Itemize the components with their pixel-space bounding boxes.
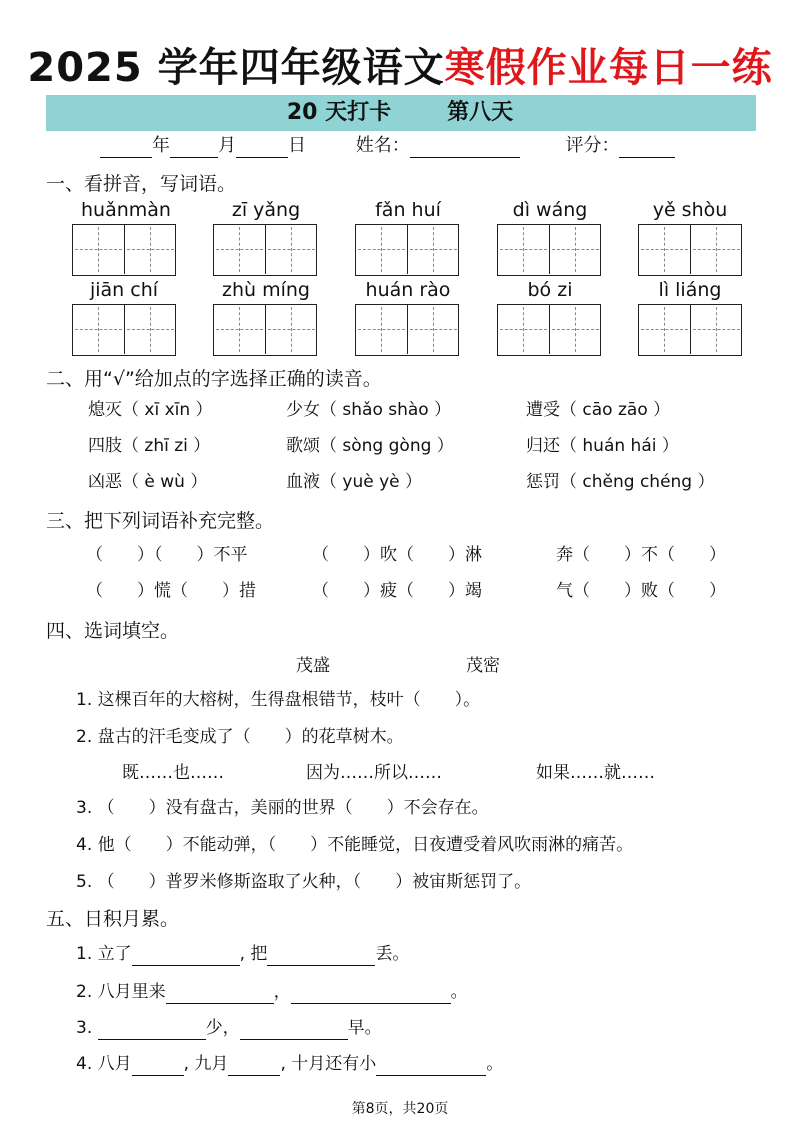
writing-grid[interactable] xyxy=(355,304,459,356)
reading-choice[interactable]: 遭受（ cāo zāo ） xyxy=(526,400,671,420)
section4-title: 四、选词填空。 xyxy=(46,620,180,642)
answer-blank[interactable] xyxy=(132,947,240,966)
pinyin: zhù míng xyxy=(222,279,310,301)
answer-blank[interactable] xyxy=(376,1057,486,1076)
day-blank[interactable] xyxy=(236,139,288,158)
month-blank[interactable] xyxy=(170,139,218,158)
idiom-blank[interactable]: （ ）疲（ ）竭 xyxy=(312,581,482,601)
question-5[interactable]: 5. （ ）普罗米修斯盗取了火种，（ ）被宙斯惩罚了。 xyxy=(76,872,532,892)
score-blank[interactable] xyxy=(619,139,675,158)
reading-choice[interactable]: 惩罚（ chěng chéng ） xyxy=(526,472,715,492)
answer-blank[interactable] xyxy=(291,985,451,1004)
pinyin: zī yǎng xyxy=(231,199,301,221)
page-title xyxy=(0,44,800,92)
writing-grid[interactable] xyxy=(355,224,459,276)
reading-choice[interactable]: 少女（ shǎo shào ） xyxy=(286,400,452,420)
idiom-blank[interactable]: 奔（ ）不（ ） xyxy=(556,545,726,565)
writing-grid[interactable] xyxy=(213,224,317,276)
year-blank[interactable] xyxy=(100,139,152,158)
band-right: 第八天 xyxy=(447,100,514,125)
word-option: 茂盛 xyxy=(296,656,330,676)
section2-title: 二、用“√”给加点的字选择正确的读音。 xyxy=(46,368,382,390)
reading-choice[interactable]: 凶恶（ è wù ） xyxy=(88,472,208,492)
writing-grid[interactable] xyxy=(497,224,601,276)
idiom-blank[interactable]: （ ）（ ）不平 xyxy=(86,545,248,565)
title-red-part: 寒假作业每日一练 xyxy=(444,45,773,91)
answer-blank[interactable] xyxy=(240,1021,348,1040)
idiom-blank[interactable]: （ ）吹（ ）淋 xyxy=(312,545,482,565)
answer-blank[interactable] xyxy=(98,1021,206,1040)
pinyin: huán rào xyxy=(365,279,451,301)
question-1[interactable]: 1. 这棵百年的大榕树，生得盘根错节，枝叶（ ）。 xyxy=(76,690,481,710)
writing-grid[interactable] xyxy=(638,304,742,356)
section3-title: 三、把下列词语补充完整。 xyxy=(46,510,275,532)
reading-choice[interactable]: 四肢（ zhī zi ） xyxy=(88,436,211,456)
writing-grid[interactable] xyxy=(72,224,176,276)
accumulation-1: 1. 立了 , 把 丢。 xyxy=(76,944,410,964)
word-option: 如果……就…… xyxy=(536,763,655,783)
band-text xyxy=(0,95,800,131)
answer-blank[interactable] xyxy=(228,1057,280,1076)
question-3[interactable]: 3. （ ）没有盘古，美丽的世界（ ）不会存在。 xyxy=(76,798,489,818)
writing-grid[interactable] xyxy=(72,304,176,356)
writing-grid[interactable] xyxy=(213,304,317,356)
answer-blank[interactable] xyxy=(267,947,375,966)
accumulation-3: 3. 少， 早。 xyxy=(76,1018,382,1038)
writing-grid[interactable] xyxy=(638,224,742,276)
idiom-blank[interactable]: 气（ ）败（ ） xyxy=(556,581,726,601)
page-number: 第8页，共20页 xyxy=(351,1101,449,1117)
answer-blank[interactable] xyxy=(166,985,274,1004)
idiom-blank[interactable]: （ ）慌（ ）措 xyxy=(86,581,256,601)
pinyin: fǎn huí xyxy=(375,199,441,221)
section1-title: 一、看拼音，写词语。 xyxy=(46,173,237,195)
question-2[interactable]: 2. 盘古的汗毛变成了（ ）的花草树木。 xyxy=(76,727,404,747)
name-blank[interactable] xyxy=(410,139,520,158)
writing-grid[interactable] xyxy=(497,304,601,356)
title-black-part: 2025 学年四年级语文 xyxy=(27,45,445,91)
question-4[interactable]: 4. 他（ ）不能动弹，（ ）不能睡觉，日夜遭受着风吹雨淋的痛苦。 xyxy=(76,835,634,855)
reading-choice[interactable]: 歌颂（ sòng gòng ） xyxy=(286,436,454,456)
reading-choice[interactable]: 血液（ yuè yè ） xyxy=(286,472,423,492)
pinyin: bó zi xyxy=(527,279,573,301)
reading-choice[interactable]: 归还（ huán hái ） xyxy=(526,436,679,456)
band-left: 20 天打卡 xyxy=(286,100,392,125)
pinyin: jiān chí xyxy=(89,279,159,301)
pinyin: lì liáng xyxy=(658,279,722,301)
answer-blank[interactable] xyxy=(132,1057,184,1076)
word-option: 茂密 xyxy=(466,656,500,676)
accumulation-4: 4. 八月 , 九月 , 十月还有小 。 xyxy=(76,1054,504,1074)
pinyin: dì wáng xyxy=(512,199,588,221)
info-line: 年 月 日 姓名： 评分： xyxy=(100,134,675,158)
reading-choice[interactable]: 熄灭（ xī xīn ） xyxy=(88,400,213,420)
section5-title: 五、日积月累。 xyxy=(46,908,180,930)
accumulation-2: 2. 八月里来 ， 。 xyxy=(76,982,468,1002)
word-option: 既……也…… xyxy=(122,763,224,783)
pinyin: yě shòu xyxy=(652,199,728,221)
pinyin: huǎnmàn xyxy=(81,199,171,221)
word-option: 因为……所以…… xyxy=(306,763,442,783)
